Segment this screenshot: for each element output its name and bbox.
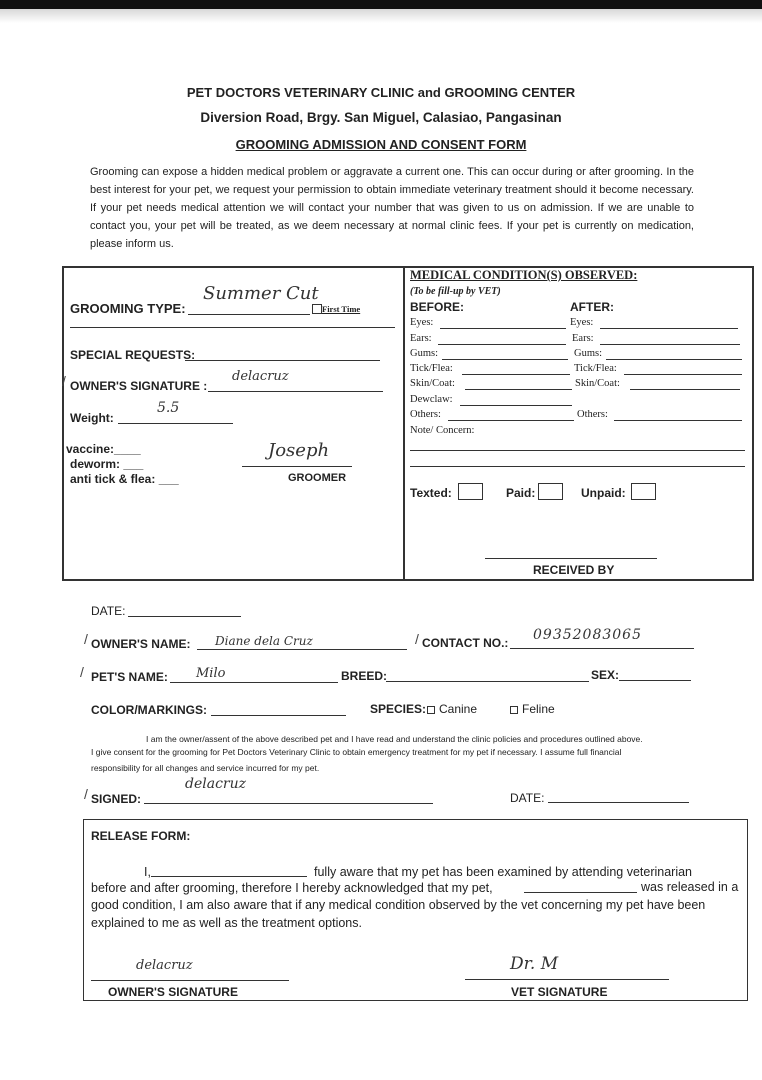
after-label: AFTER: <box>570 300 614 314</box>
breed-label: BREED: <box>341 669 388 683</box>
release-owner-signature-value: delacruz <box>136 958 193 973</box>
date-label: DATE: <box>91 604 126 618</box>
before-skincoat-field[interactable] <box>465 389 572 390</box>
consent-line-1: I am the owner/assent of the above described pet and I have read and understand the clinic policies and procedures outlined above. <box>146 734 643 744</box>
vaccine-label: vaccine:____ <box>66 442 141 456</box>
tick-mark: / <box>80 664 84 680</box>
after-gums-label: Gums: <box>574 348 603 359</box>
before-eyes-label: Eyes: <box>410 317 434 328</box>
before-dewclaw-field[interactable] <box>460 405 572 406</box>
vet-signature-label: VET SIGNATURE <box>511 985 608 999</box>
texted-label: Texted: <box>410 486 452 500</box>
before-label: BEFORE: <box>410 300 464 314</box>
pet-name-value: Milo <box>196 666 226 681</box>
after-ears-field[interactable] <box>600 344 740 345</box>
received-by-label: RECEIVED BY <box>533 563 615 577</box>
grooming-type-extra-line <box>70 327 395 328</box>
feline-checkbox[interactable] <box>510 706 518 714</box>
after-others-label: Others: <box>577 409 608 420</box>
vet-signature-value: Dr. M <box>510 954 559 974</box>
breed-field[interactable] <box>386 681 589 682</box>
color-markings-field[interactable] <box>211 715 346 716</box>
antitick-label: anti tick & flea: ___ <box>70 472 179 486</box>
scan-edge <box>0 0 762 9</box>
sex-field[interactable] <box>619 680 691 681</box>
canine-label: Canine <box>439 702 478 716</box>
first-time-label: First Time <box>322 304 361 314</box>
groomer-label: GROOMER <box>288 472 347 484</box>
before-others-label: Others: <box>410 409 441 420</box>
contact-label: CONTACT NO.: <box>422 636 509 650</box>
release-pet-field[interactable] <box>524 892 637 893</box>
color-markings-label: COLOR/MARKINGS: <box>91 703 207 717</box>
deworm-label: deworm: ___ <box>70 457 144 471</box>
release-text-a: fully aware that my pet has been examined by attending veterinarian <box>314 865 693 879</box>
consent-date-label: DATE: <box>510 791 545 805</box>
clinic-address: Diversion Road, Brgy. San Miguel, Calasiao, Pangasinan <box>200 110 562 125</box>
tick-mark: / <box>415 631 419 647</box>
received-by-field[interactable] <box>485 558 657 559</box>
weight-label: Weight: <box>70 411 114 425</box>
pet-name-field[interactable] <box>170 682 338 683</box>
vet-signature-field[interactable] <box>465 979 669 980</box>
special-requests-field[interactable] <box>185 360 380 361</box>
note-line-1[interactable] <box>410 450 745 451</box>
after-tickflea-label: Tick/Flea: <box>574 363 617 374</box>
owner-signature-label: OWNER'S SIGNATURE : <box>70 379 208 393</box>
after-gums-field[interactable] <box>606 359 742 360</box>
paid-checkbox[interactable] <box>538 483 563 500</box>
before-skincoat-label: Skin/Coat: <box>410 378 455 389</box>
canine-checkbox[interactable] <box>427 706 435 714</box>
clinic-name: PET DOCTORS VETERINARY CLINIC and GROOMING CENTER <box>186 85 576 100</box>
release-name-field[interactable] <box>151 876 307 877</box>
grooming-type-field[interactable] <box>188 314 310 315</box>
texted-checkbox[interactable] <box>458 483 483 500</box>
pet-name-label: PET'S NAME: <box>91 670 168 684</box>
grooming-type-label: GROOMING TYPE: <box>70 301 186 316</box>
grooming-type-value: Summer Cut <box>203 283 319 304</box>
release-text-d: good condition, I am also aware that if any medical condition observed by the vet concerning my pet have been <box>91 898 706 912</box>
tick-mark: / <box>62 373 66 389</box>
groomer-name-value: Joseph <box>268 440 330 461</box>
before-tickflea-field[interactable] <box>462 374 570 375</box>
after-others-field[interactable] <box>614 420 742 421</box>
species-label: SPECIES: <box>370 702 427 716</box>
before-ears-field[interactable] <box>438 344 566 345</box>
signed-field[interactable] <box>144 803 433 804</box>
contact-field[interactable] <box>510 648 694 649</box>
owner-name-label: OWNER'S NAME: <box>91 637 191 651</box>
release-form-title: RELEASE FORM: <box>91 829 191 843</box>
owner-name-value: Diane dela Cruz <box>215 634 313 648</box>
form-title: GROOMING ADMISSION AND CONSENT FORM <box>235 137 527 152</box>
weight-field[interactable] <box>118 423 233 424</box>
before-gums-label: Gums: <box>410 348 439 359</box>
owner-name-field[interactable] <box>197 649 407 650</box>
scan-shadow <box>0 9 762 23</box>
release-text-c: was released in a <box>641 880 739 894</box>
unpaid-checkbox[interactable] <box>631 483 656 500</box>
sex-label: SEX: <box>591 668 620 682</box>
consent-line-2: I give consent for the grooming for Pet Doctors Veterinary Clinic to obtain emergency treatment for my pet if necessary. I assume full financial <box>91 747 622 757</box>
after-ears-label: Ears: <box>572 333 594 344</box>
before-eyes-field[interactable] <box>440 328 566 329</box>
note-concern-label: Note/ Concern: <box>410 425 475 436</box>
admission-box-divider <box>403 268 405 579</box>
after-eyes-label: Eyes: <box>570 317 594 328</box>
owner-signature-value: delacruz <box>232 369 289 384</box>
release-text-e: explained to me as well as the treatment options. <box>91 916 362 930</box>
tick-mark: / <box>84 631 88 647</box>
release-text-b: before and after grooming, therefore I hereby acknowledged that my pet, <box>91 881 493 895</box>
contact-value: 09352083065 <box>533 627 642 643</box>
feline-label: Feline <box>522 702 555 716</box>
before-others-field[interactable] <box>448 420 574 421</box>
weight-value: 5.5 <box>157 400 180 416</box>
owner-signature-field[interactable] <box>208 391 383 392</box>
before-tickflea-label: Tick/Flea: <box>410 363 453 374</box>
release-text-i: I, <box>144 865 151 879</box>
vet-fill-note: (To be fill-up by VET) <box>410 286 501 297</box>
groomer-field[interactable] <box>242 466 352 467</box>
unpaid-label: Unpaid: <box>581 486 626 500</box>
before-gums-field[interactable] <box>442 359 568 360</box>
before-dewclaw-label: Dewclaw: <box>410 394 453 405</box>
before-ears-label: Ears: <box>410 333 432 344</box>
special-requests-label: SPECIAL REQUESTS: <box>70 348 196 362</box>
date-field[interactable] <box>128 616 241 617</box>
after-tickflea-field[interactable] <box>624 374 742 375</box>
consent-date-field[interactable] <box>548 802 689 803</box>
release-owner-signature-label: OWNER'S SIGNATURE <box>108 985 238 999</box>
note-line-2[interactable] <box>410 466 745 467</box>
after-eyes-field[interactable] <box>600 328 738 329</box>
intro-paragraph: Grooming can expose a hidden medical problem or aggravate a current one. This can occur during or after grooming. In the best interest for your pet, we request your permission to obtain immediate veterinary treatment should it become necessary. If your pet needs medical attention we will contact your number that was given to us on admission. If we are unable to contact you, your pet will be treated, as we deem necessary at normal clinic fees. If your pet is currently on medication, please inform us. <box>90 166 694 250</box>
after-skincoat-label: Skin/Coat: <box>575 378 620 389</box>
medical-condition-title: MEDICAL CONDITION(S) OBSERVED: <box>410 268 638 282</box>
first-time-checkbox[interactable] <box>312 304 322 314</box>
paid-label: Paid: <box>506 486 536 500</box>
consent-line-3: responsibility for all changes and service incurred for my pet. <box>91 763 320 773</box>
release-owner-signature-field[interactable] <box>91 980 289 981</box>
after-skincoat-field[interactable] <box>630 389 740 390</box>
signed-label: SIGNED: <box>91 792 142 806</box>
signed-value: delacruz <box>185 776 246 792</box>
tick-mark: / <box>84 786 88 802</box>
